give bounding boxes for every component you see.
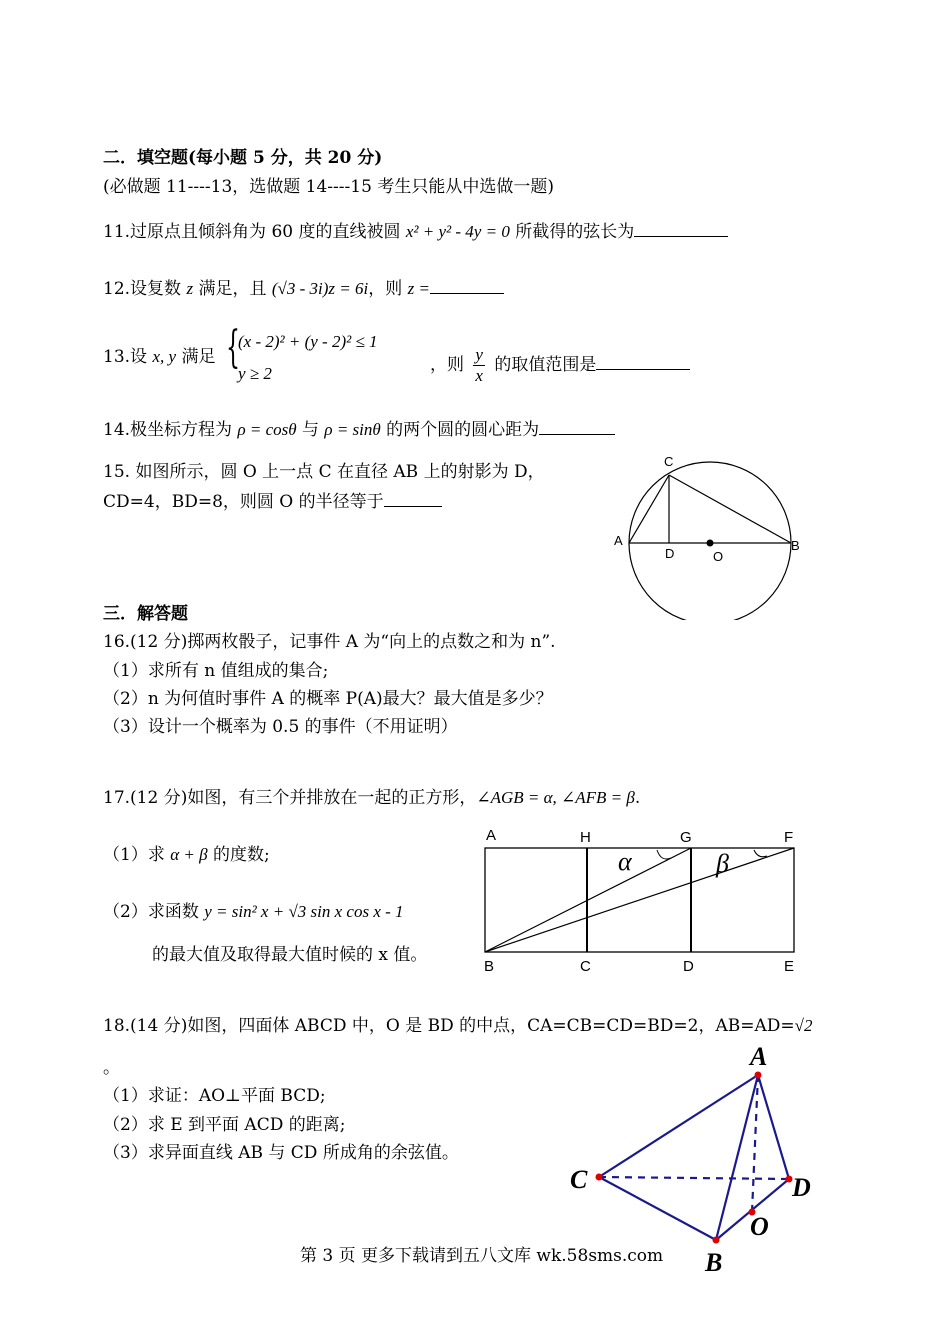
q13-fraction [473,345,485,386]
q17-stem-text: 17.(12 分)如图，有三个并排放在一起的正方形， [103,788,477,808]
q14-text-end: 的两个圆的圆心距为 [380,420,540,440]
line-bf [485,848,794,952]
label-f: F [784,829,794,846]
q18-stem-text: 18.(14 分)如图，四面体 ABCD 中，O 是 BD 的中点，CA=CB=CD=BD=2，AB=AD= [103,1016,795,1036]
edge-cd-hidden [599,1177,789,1179]
beta-symbol: β [716,849,729,878]
q13-answer-blank [596,351,690,370]
q17-part-2 [103,900,404,924]
label-a: A [486,827,497,844]
q11-equation: x² + y² - 4y = 0 [405,222,510,241]
q13-text-then: ，则 [430,355,470,375]
q13-text: 13.设 [103,347,153,367]
q12-text-mid: 满足，且 [193,279,272,299]
q17-p1-expression: α + β [170,845,208,864]
edge-ac [599,1075,758,1177]
q13-condition-2: y ≥ 2 [238,364,272,383]
alpha-symbol: α [618,847,632,876]
label-c: C [580,958,591,975]
label-d: D [792,1173,811,1202]
q12-variable: z [186,279,194,298]
question-11 [103,218,728,244]
q12-text-end: ，则 [368,279,408,299]
label-a: A [750,1042,768,1071]
q17-p1-text: （1）求 [103,845,171,865]
angle-arc-beta [754,850,767,857]
label-b: B [705,1248,723,1277]
label-o: O [750,1212,769,1241]
q18-part-2: （2）求 E 到平面 ACD 的距离; [103,1115,346,1135]
label-o: O [713,549,724,564]
q13-fraction-numerator: y [475,345,483,364]
q11-answer-blank [634,218,728,237]
q15-answer-blank [384,488,442,507]
q11-text: 11.过原点且倾斜角为 60 度的直线被圆 [103,222,406,242]
page-footer: 第 3 页 更多下载请到五八文库 wk.58sms.com [300,1246,664,1266]
label-b: B [791,538,800,553]
q18-part-3: （3）求异面直线 AB 与 CD 所成角的余弦值。 [103,1143,459,1163]
q14-text-mid: 与 [296,420,325,440]
segment-ac [629,475,669,543]
label-c: C [664,454,674,469]
label-d: D [683,958,694,975]
section-2-note: (必做题 11----13，选做题 14----15 考生只能从中选做一题) [103,177,554,197]
label-g: G [680,829,692,846]
q13-condition-1: (x - 2)² + (y - 2)² ≤ 1 [238,332,378,351]
q16-part-2: （2）n 为何值时事件 A 的概率 P(A)最大？最大值是多少？ [103,689,553,709]
q17-stem-angles: ∠AGB = α, ∠AFB = β [476,788,635,807]
q17-stem-end: . [634,788,641,808]
q12-answer-blank [430,275,504,294]
label-d: D [665,546,675,561]
question-12 [103,275,504,301]
q14-equation-1: ρ = cosθ [237,420,297,439]
label-h: H [580,829,591,846]
question-18-stem [103,1014,812,1038]
q16-stem: 16.(12 分)掷两枚骰子，记事件 A 为“向上的点数之和为 n”. [103,632,556,652]
q15-line-2: CD=4，BD=8，则圆 O 的半径等于 [103,492,384,512]
q13-tail [430,345,690,386]
section-3-title: 三．解答题 [103,604,188,624]
point-c [596,1174,603,1181]
q16-part-3: （3）设计一个概率为 0.5 的事件（不用证明） [103,717,458,737]
figure-15-circle [610,450,810,620]
edge-cb [599,1177,716,1240]
q17-part-1 [103,843,270,867]
angle-arc-alpha [657,850,671,859]
q12-equation: (√3 - 3i)z = 6i [271,279,369,298]
section-2-title: 二．填空题(每小题 5 分，共 20 分) [103,148,383,168]
q12-answer-prefix: z = [407,279,430,298]
q11-text-end: 所截得的弦长为 [509,222,635,242]
q14-text: 14.极坐标方程为 [103,420,238,440]
q17-p2-function: y = sin² x + √3 sin x cos x - 1 [204,902,404,921]
question-17-stem [103,786,640,810]
q13-variables: x, y [152,347,177,366]
q12-text: 12.设复数 [103,279,187,299]
segment-cb [669,475,791,543]
edge-ad [758,1075,789,1179]
q17-p1-text-end: 的度数; [207,845,270,865]
label-b: B [484,958,495,975]
q18-part-1: （1）求证：AO⊥平面 BCD; [103,1086,326,1106]
q13-brace: { [226,322,240,373]
question-13 [103,345,215,369]
question-15-line2 [103,488,442,514]
center-point-o [707,540,714,547]
q13-fraction-denominator: x [475,366,483,385]
q14-answer-blank [539,416,615,435]
q17-p2-line-2: 的最大值及取得最大值时候的 x 值。 [152,945,428,965]
q14-equation-2: ρ = sinθ [324,420,381,439]
label-a: A [614,533,623,548]
q13-text-mid: 满足 [176,347,216,367]
label-e: E [784,958,795,975]
q17-p2-text: （2）求函数 [103,902,205,922]
q15-line-1: 15. 如图所示，圆 O 上一点 C 在直径 AB 上的射影为 D， [103,462,545,482]
label-c: C [570,1165,588,1194]
q18-stem-sqrt2: √2 [794,1016,813,1035]
point-a [755,1072,762,1079]
q16-part-1: （1）求所有 n 值组成的集合; [103,661,329,681]
q18-stem-end: 。 [103,1058,120,1078]
q13-text-end: 的取值范围是 [488,355,597,375]
point-b [713,1237,720,1244]
figure-17-squares [478,825,808,980]
question-14 [103,416,615,442]
